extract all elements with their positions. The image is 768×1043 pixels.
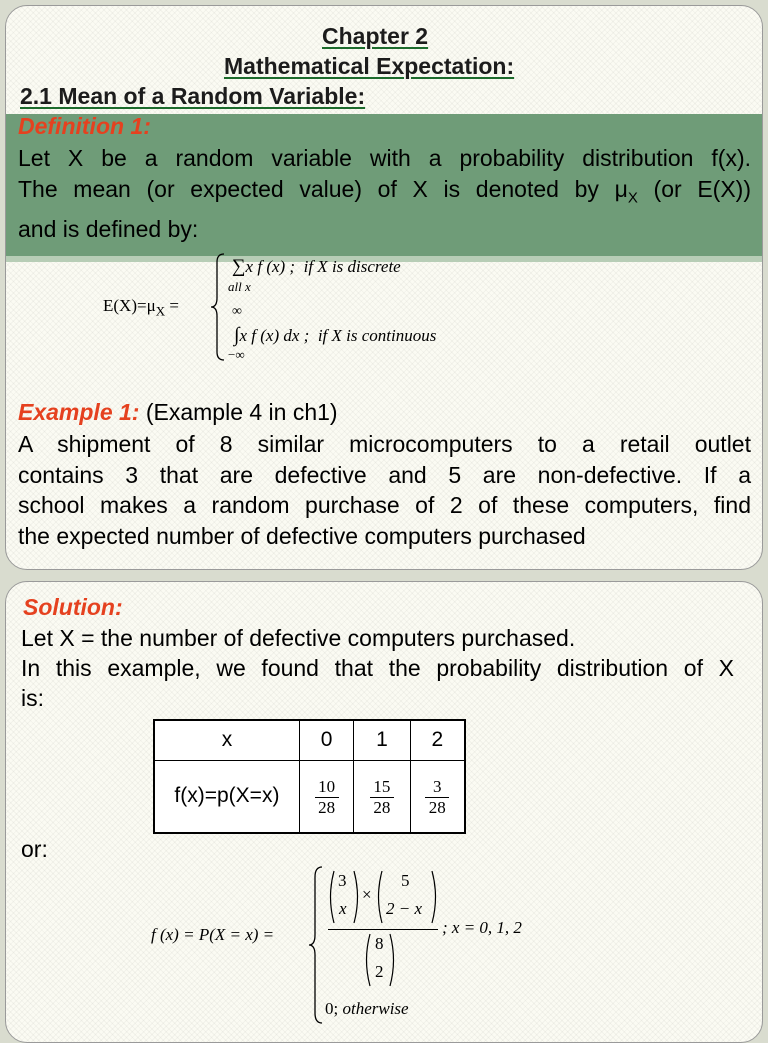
table-header-row [154, 720, 465, 760]
table-header-x: x [154, 720, 299, 760]
fraction-numerator: 15 [373, 777, 391, 797]
times-sign: × [362, 885, 372, 904]
binom3-bottom: 2 [375, 962, 384, 981]
solution-label: Solution: [23, 594, 123, 620]
solution-line-2: In this example, we found that the probability distribution of X [21, 655, 734, 681]
fraction-denominator: 28 [428, 798, 446, 818]
binom2-top: 5 [401, 871, 410, 890]
definition-line-2-text: The mean (or expected value) of X is denoted by μ [18, 175, 628, 202]
example-line-3: school makes a random purchase of 2 of these computers, find [18, 492, 751, 518]
definition-line-1: Let X be a random variable with a probability distribution f(x). [18, 145, 751, 171]
binom1-bottom: x [339, 899, 347, 918]
sum-icon: ∑ [232, 256, 246, 277]
example-heading [18, 399, 338, 426]
table-row [154, 760, 465, 833]
fraction-numerator: 3 [433, 777, 442, 797]
example-line-1: A shipment of 8 similar microcomputers to a retail outlet [18, 431, 751, 457]
sum-subscript: all x [228, 279, 251, 294]
left-brace-icon [209, 252, 229, 362]
binom1-top: 3 [338, 871, 347, 890]
table-header-1: 1 [354, 720, 410, 760]
table-header-0: 0 [299, 720, 353, 760]
pmf-brace-icon [307, 865, 325, 1025]
slide-2 [5, 581, 763, 1043]
table-cell-f0 [299, 760, 353, 833]
definition-line-2 [18, 174, 751, 214]
definition-text [18, 143, 751, 244]
pmf-fraction-bar [328, 929, 438, 930]
example-text [18, 429, 751, 551]
section-heading: 2.1 Mean of a Random Variable: [20, 83, 366, 109]
otherwise-value: 0; [325, 999, 339, 1018]
example-label: Example 1: [18, 399, 140, 425]
fraction-numerator: 10 [318, 777, 336, 797]
definition-line-3: and is defined by: [18, 215, 199, 242]
discrete-expression: x f (x) ; [245, 257, 296, 276]
binom2-bottom: 2 − x [386, 899, 423, 918]
pmf-lhs: f (x) = P(X = x) = [151, 925, 275, 944]
definition-label: Definition 1: [18, 113, 151, 139]
fraction-denominator: 28 [318, 798, 336, 818]
fraction-denominator: 28 [373, 798, 391, 818]
chapter-subtitle: Mathematical Expectation: [224, 53, 515, 79]
expectation-lhs-sub: X [155, 303, 166, 319]
or-label: or: [21, 836, 48, 862]
discrete-condition: if X is discrete [303, 257, 401, 276]
discrete-case [232, 256, 401, 278]
otherwise-text: otherwise [342, 999, 409, 1018]
integral-lower-limit: −∞ [228, 347, 245, 362]
table-header-2: 2 [410, 720, 465, 760]
continuous-condition: if X is continuous [317, 326, 437, 345]
table-row-label: f(x)=p(X=x) [154, 760, 299, 833]
probability-table [153, 719, 466, 834]
pmf-otherwise [325, 999, 409, 1019]
integral-icon: ∫ [234, 324, 240, 346]
chapter-title: Chapter 2 [322, 23, 429, 49]
definition-line-2-tail: (or E(X)) [637, 175, 751, 202]
table-cell-f1 [354, 760, 410, 833]
example-line-4: the expected number of defective computers purchased [18, 522, 586, 549]
example-reference: (Example 4 in ch1) [139, 399, 338, 425]
solution-line-1: Let X = the number of defective computers purchased. [21, 625, 576, 651]
expectation-lhs [103, 296, 179, 319]
continuous-case [234, 324, 436, 347]
table-cell-f2 [410, 760, 465, 833]
solution-line-3: is: [21, 685, 44, 711]
mu-subscript: X [627, 189, 638, 207]
continuous-expression: x f (x) dx ; [239, 326, 310, 345]
example-line-2: contains 3 that are defective and 5 are non-defective. If a [18, 461, 751, 488]
pmf-condition: ; x = 0, 1, 2 [442, 918, 522, 937]
binom3-top: 8 [375, 934, 384, 953]
expectation-lhs-text: E(X)=μ [103, 296, 156, 315]
integral-upper-limit: ∞ [232, 304, 242, 319]
expectation-lhs-eq: = [165, 296, 179, 315]
slide-1 [5, 5, 763, 570]
